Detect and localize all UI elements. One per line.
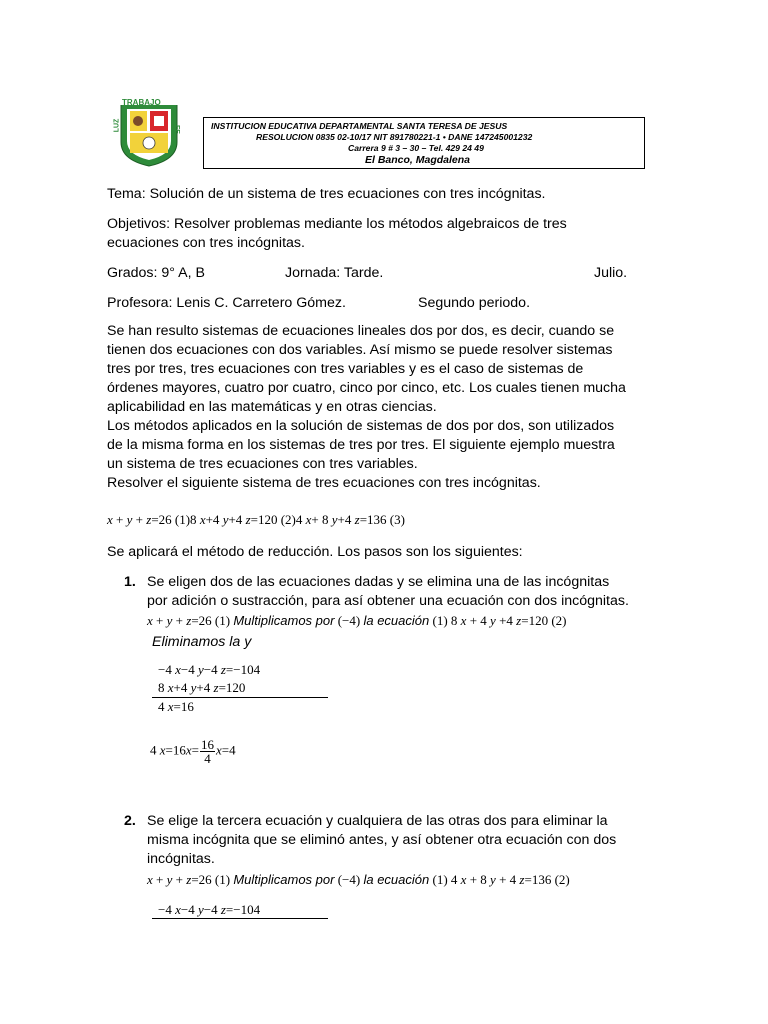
objetivos-line-2: ecuaciones con tres incógnitas.	[107, 235, 305, 251]
step-line: por adición o sustracción, para así obtener una ecuación con dos incógnitas.	[147, 593, 629, 609]
step-2-text	[147, 812, 616, 869]
step-1-multiply-line: x + y + z=26 (1) Multiplicamos por (−4) la ecuación (1) 8 x + 4 y +4 z=120 (2)	[147, 613, 567, 628]
metodo-line: Se aplicará el método de reducción. Los pasos son los siguientes:	[107, 544, 523, 560]
header-city: El Banco, Magdalena	[365, 154, 471, 166]
header-institution-name: INSTITUCION EDUCATIVA DEPARTAMENTAL SANTA TERESA DE JESUS	[211, 121, 508, 131]
month-label: Julio.	[594, 265, 628, 281]
body-paragraph	[107, 322, 626, 493]
objetivos-line-1: Objetivos: Resolver problemas mediante los métodos algebraicos de tres	[107, 216, 567, 232]
logo-text-left: LUZ	[113, 118, 121, 133]
step-1-text	[147, 573, 629, 611]
tema-line: Tema: Solución de un sistema de tres ecuaciones con tres incógnitas.	[107, 186, 546, 202]
step-number: 1.	[124, 574, 136, 590]
step-number: 2.	[124, 813, 136, 829]
step-line: misma incógnita que se eliminó antes, y así obtener otra ecuación con dos	[147, 832, 617, 848]
step-1-solution: 4 x=16x= $\frac{16}{4}$ x=4	[150, 737, 236, 766]
body-line: aplicabilidad en las matemáticas y en otras ciencias.	[107, 399, 437, 415]
step-2-multiply-line: x + y + z=26 (1) Multiplicamos por (−4) la ecuación (1) 4 x + 8 y + 4 z=136 (2)	[147, 872, 570, 887]
institution-header-box	[203, 117, 645, 169]
body-line: órdenes mayores, cuatro por cuatro, cinco por cinco, etc. Los cuales tienen mucha	[107, 380, 626, 396]
step-2-eq-a: −4 x−4 y−4 z=−104	[158, 902, 261, 917]
multiplicamos-text: Multiplicamos por	[233, 613, 335, 628]
sum-rule	[152, 918, 328, 919]
logo-text-right: FE	[172, 125, 180, 134]
body-line: tres por tres, tres ecuaciones con tres variables y es el caso de sistemas de	[107, 361, 584, 377]
step-1-eq-a: −4 x−4 y−4 z=−104	[158, 662, 261, 677]
la-ecuacion-text: la ecuación	[363, 613, 430, 628]
la-ecuacion-text: la ecuación	[363, 872, 430, 887]
header-resolution: RESOLUCION 0835 02-10/17 NIT 891780221-1 • DANE 147245001232	[256, 132, 533, 142]
profesora-label: Profesora: Lenis C. Carretero Gómez.	[107, 295, 346, 311]
body-line: Resolver el siguiente sistema de tres ecuaciones con tres incógnitas.	[107, 475, 541, 491]
step-1-eq-b: 8 x+4 y+4 z=120	[158, 680, 246, 695]
body-line: un sistema de tres ecuaciones con tres variables.	[107, 456, 418, 472]
body-line: Los métodos aplicados en la solución de sistemas de dos por dos, son utilizados	[107, 418, 615, 434]
jornada-label: Jornada: Tarde.	[285, 265, 384, 281]
header-address: Carrera 9 # 3 – 30 – Tel. 429 24 49	[348, 143, 484, 153]
body-line: Se han resulto sistemas de ecuaciones lineales dos por dos, es decir, cuando se	[107, 323, 615, 339]
body-line: de la misma forma en los sistemas de tres por tres. El siguiente ejemplo muestra	[107, 437, 615, 453]
system-equations: x + y + z=26 (1)8 x+4 y+4 z=120 (2)4 x+ 8 y+4 z=136 (3)	[107, 512, 405, 527]
multiplicamos-text: Multiplicamos por	[233, 872, 335, 887]
sum-rule	[152, 697, 328, 698]
step-line: Se eligen dos de las ecuaciones dadas y se elimina una de las incógnitas	[147, 574, 610, 590]
grados-label: Grados: 9° A, B	[107, 265, 205, 281]
periodo-label: Segundo periodo.	[418, 295, 531, 311]
body-line: tienen dos ecuaciones con dos variables. Así mismo se puede resolver sistemas	[107, 342, 613, 358]
eliminamos-text: Eliminamos la y	[152, 634, 252, 650]
logo-text-top: TRABAJO	[122, 98, 161, 107]
step-line: incógnitas.	[147, 851, 215, 867]
step-line: Se elige la tercera ecuación y cualquiera de las otras dos para eliminar la	[147, 813, 608, 829]
step-1-result: 4 x=16	[158, 699, 194, 714]
